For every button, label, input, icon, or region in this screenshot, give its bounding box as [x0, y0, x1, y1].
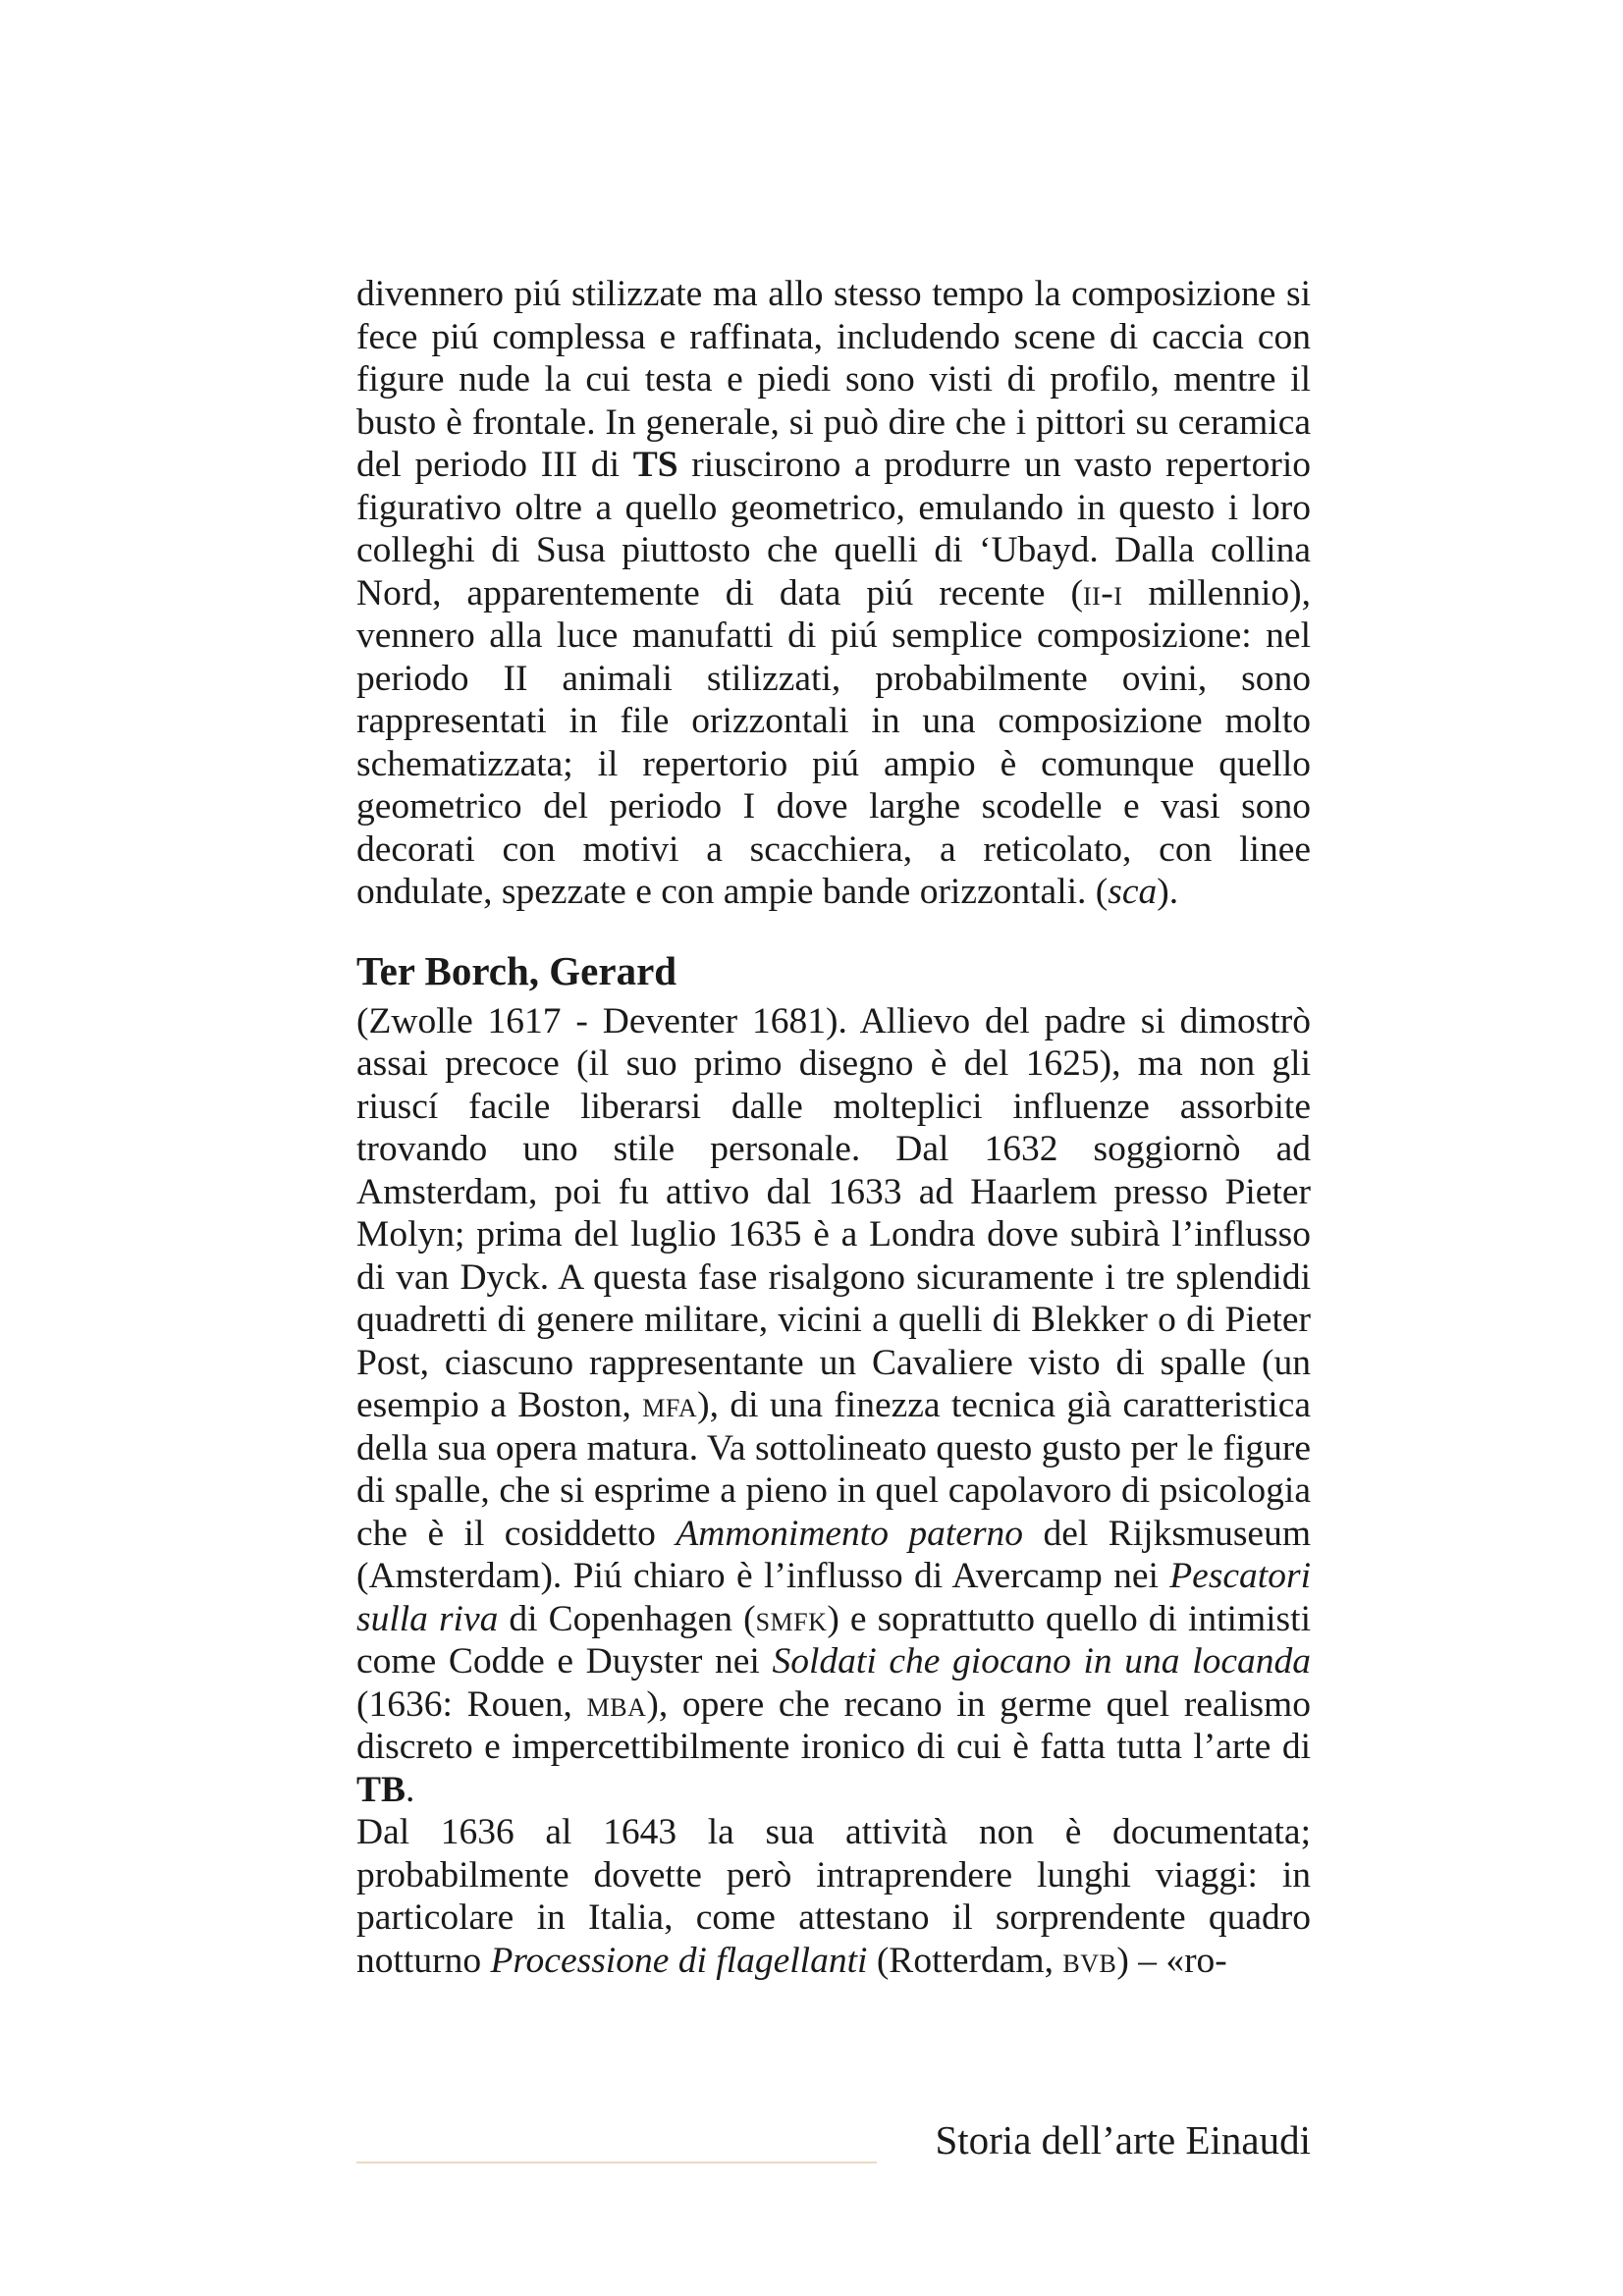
- text-run: divennero piú stilizzate ma allo stesso tempo la composizione si fece piú complessa e raffinata, includendo scene di caccia con figure nude la cui testa e piedi sono visti di profilo, mentre il busto è frontale. In generale, si può dire che i pittori su ceramica del periodo III di: [356, 274, 1311, 485]
- small-caps-abbreviation: mba: [586, 1683, 647, 1725]
- text-run: (1636: Rouen,: [356, 1683, 587, 1725]
- text-run: ), di una finezza tecnica già caratteristica della sua opera matura. Va sottolineato questo gusto per le figure di spalle, che si esprime a pieno in quel capolavoro di psicologia che è il cosiddetto: [356, 1385, 1312, 1554]
- italic-title: Ammonimento paterno: [676, 1513, 1024, 1554]
- text-column: [356, 273, 1311, 1982]
- text-run: ), opere che recano in germe quel realismo discreto e impercettibilmente ironico di cui è fatta tutta l’arte di: [356, 1683, 1311, 1767]
- italic-title: Pescatori sulla riva: [356, 1556, 1311, 1639]
- small-caps-abbreviation: bvb: [1062, 1940, 1117, 1981]
- paragraph-travels: [356, 1811, 1311, 1982]
- text-run: (Zwolle 1617 - Deventer 1681). Allievo del padre si dimostrò assai precoce (il suo primo disegno è del 1625), ma non gli riuscí facile liberarsi dalle molteplici influenze assorbite trovando uno stile personale. Dal 1632 soggiornò ad Amsterdam, poi fu attivo dal 1633 ad Haarlem presso Pieter Molyn; prima del luglio 1635 è a Londra dove subirà l’influsso di van Dyck. A questa fase risalgono sicuramente i tre splendidi quadretti di genere militare, vicini a quelli di Blekker o di Pieter Post, ciascuno rappresentante un Cavaliere visto di spalle (un esempio a Boston,: [356, 1000, 1311, 1425]
- text-run: ) e soprattutto quello di intimisti come Codde e Duyster nei: [356, 1598, 1311, 1682]
- text-run: riuscirono a produrre un vasto repertorio figurativo oltre a quello geometrico, emulando in questo i loro colleghi di Susa piuttosto che quelli di ‘Ubayd. Dalla collina Nord, apparentemente di data piú recente (: [356, 445, 1311, 614]
- italic-title: Soldati che giocano in una locanda: [772, 1641, 1312, 1682]
- text-run: .: [406, 1769, 415, 1810]
- italic-title: Processione di flagellanti: [490, 1940, 868, 1981]
- italic-title: sca: [1108, 872, 1158, 912]
- small-caps-abbreviation: smfk: [755, 1598, 828, 1639]
- footer-title: Storia dell’arte Einaudi: [935, 2117, 1311, 2163]
- paragraph-biography: [356, 1000, 1311, 1812]
- paragraph-continuation: [356, 273, 1311, 914]
- text-run: ) – «ro-: [1116, 1940, 1227, 1981]
- bold-abbreviation: TS: [632, 445, 678, 485]
- bold-abbreviation: TB: [356, 1769, 406, 1810]
- footer-divider: [356, 2162, 877, 2163]
- small-caps-abbreviation: mfa: [642, 1385, 698, 1425]
- entry-heading: Ter Borch, Gerard: [356, 947, 677, 993]
- text-run: del Rijksmuseum (Amsterdam). Piú chiaro è l’influsso di Avercamp nei: [356, 1513, 1311, 1596]
- text-run: ).: [1157, 872, 1179, 912]
- text-run: di Copenhagen (: [498, 1598, 756, 1639]
- small-caps-abbreviation: ii-i: [1082, 572, 1123, 614]
- text-run: (Rotterdam,: [867, 1940, 1063, 1981]
- text-run: Dal 1636 al 1643 la sua attività non è documentata; probabilmente dovette però intraprendere lunghi viaggi: in particolare in Italia, come attestano il sorprendente quadro notturno: [356, 1812, 1311, 1981]
- text-run: millennio), vennero alla luce manufatti di piú semplice composizione: nel periodo II animali stilizzati, probabilmente ovini, sono rappresentati in file orizzontali in una composizione molto schematizzata; il repertorio piú ampio è comunque quello geometrico del periodo I dove larghe scodelle e vasi sono decorati con motivi a scacchiera, a reticolato, con linee ondulate, spezzate e con ampie bande orizzontali. (: [356, 572, 1311, 912]
